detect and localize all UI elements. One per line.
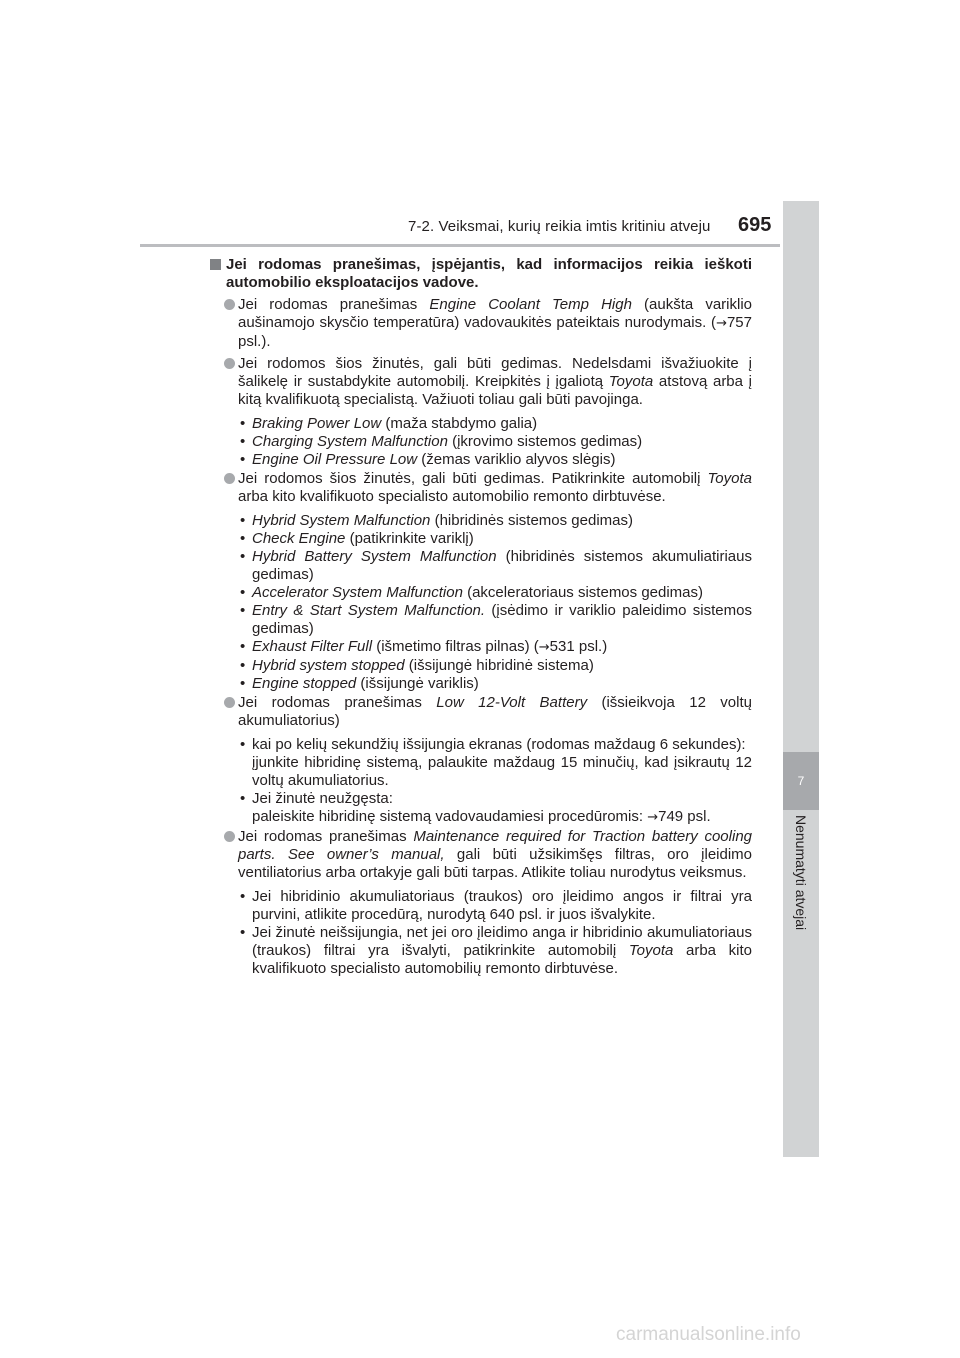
- page-number: 695: [738, 214, 772, 236]
- step-list: [238, 888, 752, 978]
- brand-name: Toyota: [608, 373, 654, 390]
- list-item: [210, 828, 752, 882]
- brand-name: Toyota: [707, 470, 752, 487]
- message-name: Braking Power Low: [252, 415, 382, 432]
- page-reference: 757 psl.).: [238, 314, 752, 350]
- step-item: • Jei žinutė neišsijungia, net jei oro įleidimo anga ir hibridinio akumuliatoriaus (traukos) filtrai yra išvalyti, patikrinkite automobilį Toyota arba kito kvalifikuoto specialisto automobilių remonto dirbtuvėse.: [240, 924, 752, 977]
- list-item: [210, 355, 752, 409]
- message-list: [238, 415, 752, 469]
- message-desc: (hibridinės sistemos gedimas): [430, 512, 633, 529]
- chapter-side-tab: [783, 201, 819, 1157]
- message-list: [238, 512, 752, 693]
- step-action: arba kito kvalifikuoto specialisto automobilių remonto dirbtuvėse.: [252, 942, 752, 977]
- bullet-text: Jei rodomas pranešimas: [238, 296, 430, 313]
- step-condition: Jei žinutė neužgęsta:: [252, 790, 393, 807]
- chapter-label: Nenumatyti atvejai: [793, 815, 809, 931]
- message-desc: (žemas variklio alyvos slėgis): [417, 451, 616, 468]
- step-condition: kai po kelių sekundžių išsijungia ekranas (rodomas maždaug 6 sekundes):: [252, 736, 746, 753]
- message-desc: (įsėdimo ir variklio paleidimo sistemos gedimas): [252, 602, 752, 637]
- message-desc: (išsijungė hibridinė sistema): [404, 657, 594, 674]
- page-content: [210, 256, 752, 978]
- message-name: Engine stopped: [252, 675, 357, 692]
- header-rule: [140, 244, 780, 247]
- square-bullet-icon: [210, 259, 221, 270]
- message-item: • Exhaust Filter Full (išmetimo filtras pilnas) (→531 psl.): [240, 638, 608, 655]
- circle-bullet-icon: [224, 697, 235, 708]
- bullet-text: Jei rodomos šios žinutės, gali būti gedimas. Patikrinkite automobilį: [238, 470, 708, 487]
- message-name: Exhaust Filter Full: [252, 638, 373, 655]
- message-name: Accelerator System Malfunction: [252, 584, 463, 601]
- circle-bullet-icon: [224, 299, 235, 310]
- message-item: • Hybrid Battery System Malfunction (hibridinės sistemos akumuliatiriaus gedimas): [240, 548, 752, 583]
- step-action: Jei hibridinio akumuliatoriaus (traukos) oro įleidimo angos ir filtrai yra purvini, atlikite procedūrą, nurodytą 640 psl. ir juos išvalykite.: [252, 888, 752, 923]
- bullet-text: (aukšta variklio aušinamojo skysčio temperatūra) vadovaukitės pateiktais nurodymais. (: [238, 296, 753, 331]
- bullet-text: atstovą arba į kitą kvalifikuotą specialistą. Važiuoti toliau gali būti pavojinga.: [238, 373, 753, 408]
- message-name: Check Engine: [252, 530, 346, 547]
- message-name: Hybrid Battery System Malfunction: [252, 548, 497, 565]
- message-item: • Braking Power Low (maža stabdymo galia): [240, 415, 538, 432]
- bullet-text: Jei rodomos šios žinutės, gali būti gedimas. Nedelsdami išvažiuokite į šalikelę ir sustabdykite automobilį. Kreipkitės į įgaliotą: [238, 355, 752, 390]
- step-item: • kai po kelių sekundžių išsijungia ekranas (rodomas maždaug 6 sekundes): įjunkite hibridinę sistemą, palaukite maždaug 15 minučių, kad įsikrautų 12 voltų akumuliatorius.: [240, 736, 752, 789]
- message-desc: (išsijungė variklis): [356, 675, 479, 692]
- page-reference: 749 psl.: [658, 808, 711, 825]
- message-item: • Accelerator System Malfunction (akceleratoriaus sistemos gedimas): [240, 584, 704, 601]
- list-item: [210, 296, 752, 351]
- message-desc: (akceleratoriaus sistemos gedimas): [462, 584, 704, 601]
- message-desc: (hibridinės sistemos akumuliatiriaus gedimas): [252, 548, 752, 583]
- step-action: paleiskite hibridinę sistemą vadovaudamiesi procedūromis:: [252, 808, 648, 825]
- bullet-text: arba kito kvalifikuoto specialisto automobilio remonto dirbtuvėse.: [238, 488, 666, 505]
- step-item: • Jei hibridinio akumuliatoriaus (traukos) oro įleidimo angos ir filtrai yra purvini, atlikite procedūrą, nurodytą 640 psl. ir juos išvalykite.: [240, 888, 752, 923]
- message-desc: (patikrinkite variklį): [345, 530, 474, 547]
- message-name: Engine Oil Pressure Low: [252, 451, 418, 468]
- step-list: [238, 736, 752, 827]
- section-heading: [210, 256, 752, 292]
- heading-text: Jei rodomas pranešimas, įspėjantis, kad informacijos reikia ieškoti automobilio eksploatacijos vadove.: [226, 256, 752, 291]
- list-item: [210, 694, 752, 730]
- bullet-text: Jei rodomas pranešimas: [238, 828, 414, 845]
- page-reference: 531 psl.): [549, 638, 608, 655]
- step-item: • Jei žinutė neužgęsta: paleiskite hibridinę sistemą vadovaudamiesi procedūromis: →749 psl.: [240, 790, 711, 825]
- circle-bullet-icon: [224, 473, 235, 484]
- bullet-text: Jei rodomas pranešimas: [238, 694, 437, 711]
- chapter-number: 7: [783, 752, 819, 810]
- message-name: Charging System Malfunction: [252, 433, 448, 450]
- message-desc: (išmetimo filtras pilnas) (: [372, 638, 539, 655]
- arrow-icon: →: [538, 640, 550, 655]
- message-name: Low 12-Volt Battery: [436, 694, 588, 711]
- message-name: Entry & Start System Malfunction.: [252, 602, 486, 619]
- circle-bullet-icon: [224, 358, 235, 369]
- message-item: • Hybrid System Malfunction (hibridinės sistemos gedimas): [240, 512, 633, 529]
- message-name: Maintenance required for Traction battery cooling parts. See owner’s manual,: [238, 828, 753, 863]
- brand-name: Toyota: [628, 942, 674, 959]
- message-item: • Check Engine (patikrinkite variklį): [240, 530, 474, 547]
- message-item: • Engine stopped (išsijungė variklis): [240, 675, 479, 692]
- bullet-text: (išsieikvoja 12 voltų akumuliatorius): [238, 694, 752, 729]
- message-item: • Entry & Start System Malfunction. (įsėdimo ir variklio paleidimo sistemos gedimas): [240, 602, 752, 637]
- bullet-text: gali būti užsikimšęs filtras, oro įleidimo ventiliatorius arba ortakyje gali būti tarpas. Atlikite toliau nurodytus veiksmus.: [238, 846, 753, 881]
- message-name: Hybrid system stopped: [252, 657, 405, 674]
- message-name: Engine Coolant Temp High: [429, 296, 632, 313]
- arrow-icon: →: [716, 316, 727, 331]
- message-item: • Engine Oil Pressure Low (žemas variklio alyvos slėgis): [240, 451, 616, 468]
- arrow-icon: →: [647, 810, 659, 825]
- message-desc: (įkrovimo sistemos gedimas): [447, 433, 643, 450]
- section-header: 7-2. Veiksmai, kurių reikia imtis kritiniu atveju: [408, 218, 711, 235]
- list-item: [210, 470, 752, 506]
- step-action: įjunkite hibridinę sistemą, palaukite maždaug 15 minučių, kad įsikrautų 12 voltų akumuliatorius.: [252, 754, 752, 789]
- watermark: carmanualsonline.info: [616, 1324, 801, 1345]
- message-item: • Charging System Malfunction (įkrovimo sistemos gedimas): [240, 433, 643, 450]
- step-action: Jei žinutė neišsijungia, net jei oro įleidimo anga ir hibridinio akumuliatoriaus (traukos) filtrai yra išvalyti, patikrinkite automobilį: [252, 924, 752, 959]
- message-desc: (maža stabdymo galia): [381, 415, 538, 432]
- message-name: Hybrid System Malfunction: [252, 512, 431, 529]
- message-item: • Hybrid system stopped (išsijungė hibridinė sistema): [240, 657, 594, 674]
- circle-bullet-icon: [224, 831, 235, 842]
